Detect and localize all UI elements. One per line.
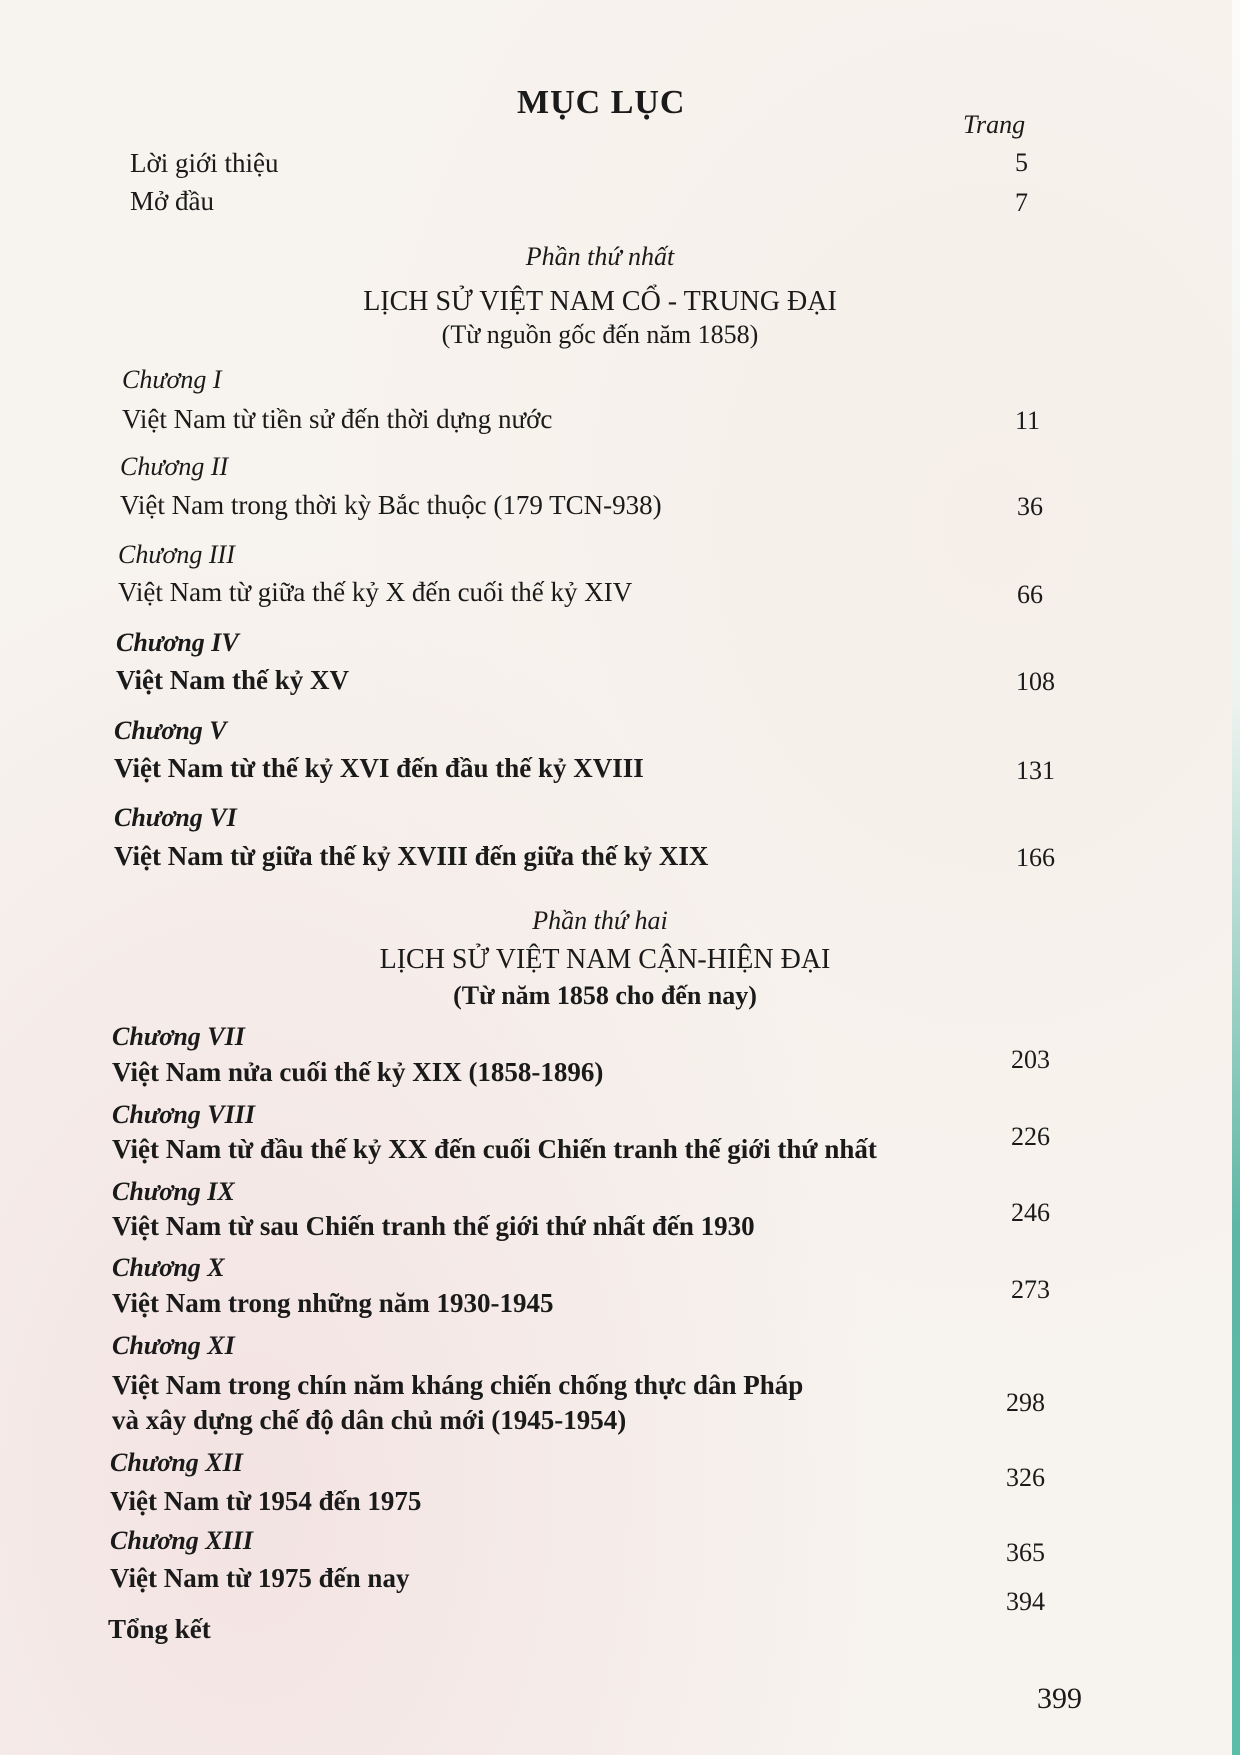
chapter-title: Việt Nam trong những năm 1930-1945 — [112, 1288, 554, 1318]
page-number-folio: 399 — [1037, 1682, 1082, 1715]
chapter-title: Việt Nam từ đầu thế kỷ XX đến cuối Chiến tranh thế giới thứ nhất — [112, 1134, 877, 1164]
chapter-label: Chương III — [118, 540, 235, 569]
chapter-label: Chương V — [114, 716, 227, 745]
front-matter-item-opening: Mở đầu — [130, 186, 215, 216]
page-edge-stripe — [1232, 0, 1240, 1755]
chapter-label: Chương X — [112, 1253, 225, 1282]
part-1-title: LỊCH SỬ VIỆT NAM CỔ - TRUNG ĐẠI — [363, 286, 837, 317]
chapter-label: Chương XII — [110, 1448, 243, 1477]
chapter-label: Chương IV — [116, 628, 239, 657]
chapter-title: Việt Nam từ thế kỷ XVI đến đầu thế kỷ XVIII — [114, 753, 644, 783]
chapter-page: 365 — [1006, 1538, 1045, 1567]
front-matter-item-intro: Lời giới thiệu — [130, 148, 279, 178]
chapter-title: Việt Nam từ giữa thế kỷ X đến cuối thế kỷ XIV — [118, 577, 633, 607]
closing-page: 394 — [1006, 1587, 1045, 1616]
chapter-title: Việt Nam từ giữa thế kỷ XVIII đến giữa thế kỷ XIX — [114, 841, 709, 871]
chapter-title: Việt Nam từ 1954 đến 1975 — [110, 1486, 422, 1516]
chapter-label: Chương I — [122, 365, 222, 394]
front-matter-page-intro: 5 — [1015, 148, 1028, 177]
chapter-page: 273 — [1011, 1275, 1050, 1304]
chapter-label: Chương VIII — [112, 1100, 255, 1129]
chapter-page: 131 — [1016, 756, 1055, 785]
chapter-label: Chương XI — [112, 1331, 235, 1360]
chapter-title: Việt Nam trong thời kỳ Bắc thuộc (179 TCN-938) — [120, 490, 662, 520]
chapter-page: 298 — [1006, 1388, 1045, 1417]
page-column-header: Trang — [963, 110, 1026, 139]
chapter-title: Việt Nam từ sau Chiến tranh thế giới thứ nhất đến 1930 — [112, 1211, 755, 1241]
part-2-label: Phần thứ hai — [532, 906, 668, 935]
part-1-label: Phần thứ nhất — [525, 242, 675, 271]
chapter-page: 226 — [1011, 1122, 1050, 1151]
chapter-title: và xây dựng chế độ dân chủ mới (1945-1954) — [112, 1405, 627, 1435]
chapter-page: 36 — [1017, 492, 1043, 521]
chapter-page: 108 — [1016, 667, 1055, 696]
chapter-label: Chương XIII — [110, 1526, 253, 1555]
chapter-page: 203 — [1011, 1045, 1050, 1074]
front-matter-page-opening: 7 — [1015, 188, 1028, 217]
chapter-title: Việt Nam nửa cuối thế kỷ XIX (1858-1896) — [112, 1057, 604, 1087]
part-2-title: LỊCH SỬ VIỆT NAM CẬN-HIỆN ĐẠI — [379, 944, 831, 975]
chapter-page: 246 — [1011, 1198, 1050, 1227]
chapter-title: Việt Nam từ tiền sử đến thời dựng nước — [122, 404, 553, 434]
chapter-page: 11 — [1014, 406, 1040, 435]
chapter-title: Việt Nam trong chín năm kháng chiến chống thực dân Pháp — [112, 1370, 804, 1400]
chapter-label: Chương II — [120, 452, 229, 481]
chapter-title: Việt Nam thế kỷ XV — [116, 665, 349, 695]
chapter-page: 66 — [1017, 580, 1043, 609]
part-1-subtitle: (Từ nguồn gốc đến năm 1858) — [441, 320, 759, 349]
toc-title: MỤC LỤC — [517, 84, 686, 121]
chapter-label: Chương IX — [112, 1177, 235, 1206]
chapter-page: 326 — [1006, 1463, 1045, 1492]
chapter-page: 166 — [1016, 843, 1055, 872]
chapter-label: Chương VII — [112, 1022, 245, 1051]
chapter-label: Chương VI — [114, 803, 237, 832]
part-2-subtitle: (Từ năm 1858 cho đến nay) — [453, 981, 757, 1010]
chapter-title: Việt Nam từ 1975 đến nay — [110, 1563, 410, 1593]
closing-item: Tổng kết — [108, 1614, 211, 1644]
